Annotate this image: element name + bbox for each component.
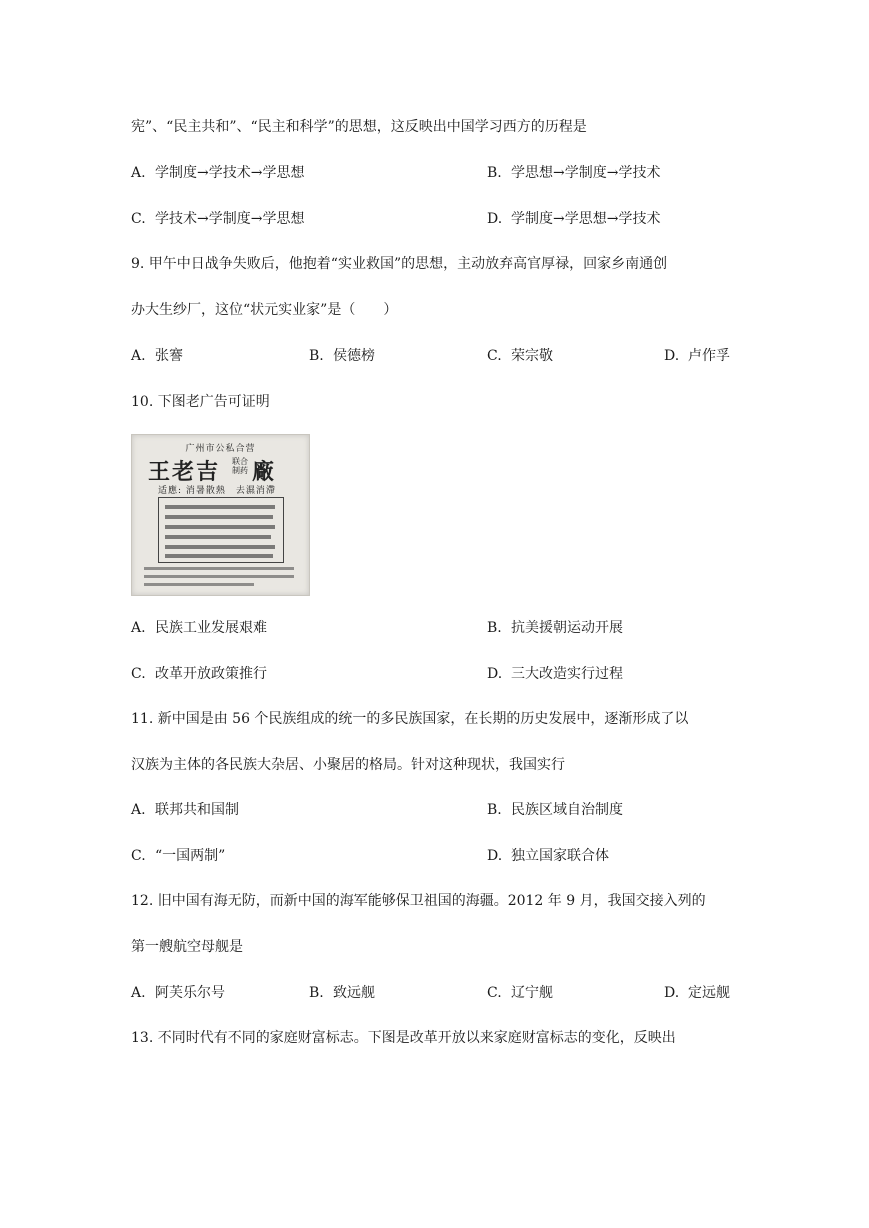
ad-product-box: [158, 497, 284, 563]
option-letter: C.: [487, 985, 502, 1001]
option-letter: C.: [487, 348, 502, 364]
option-letter: D.: [487, 666, 503, 682]
option-letter: B.: [309, 348, 324, 364]
option-letter: B.: [309, 985, 324, 1001]
q11-option-b[interactable]: [487, 800, 623, 820]
ad-header: 广州市公私合营: [185, 444, 256, 454]
question-9-stem: 9. 甲午中日战争失败后，他抱着“实业救国”的思想，主动放弃高官厚禄，回家乡南通创: [131, 256, 668, 272]
q9-option-b[interactable]: [309, 346, 375, 366]
question-8-stem-tail: 宪”、“民主共和”、“民主和科学”的思想，这反映出中国学习西方的历程是: [131, 119, 587, 135]
option-text: 三大改造实行过程: [511, 666, 623, 682]
option-text: 学制度→学思想→学技术: [511, 211, 661, 227]
option-letter: A.: [131, 620, 146, 636]
ad-footer-line: [144, 583, 254, 586]
option-text: 改革开放政策推行: [155, 666, 267, 682]
option-letter: C.: [131, 848, 146, 864]
q11-option-d[interactable]: [487, 846, 609, 866]
option-text: 民族工业发展艰难: [155, 620, 267, 636]
question-11-stem: 11. 新中国是由 56 个民族组成的统一的多民族国家，在长期的历史发展中，逐渐形成了以: [131, 711, 689, 727]
ad-product-row: [165, 535, 271, 539]
option-letter: C.: [131, 211, 146, 227]
q10-option-c[interactable]: [131, 664, 267, 684]
q12-option-a[interactable]: [131, 983, 225, 1003]
q8-option-c[interactable]: [131, 209, 304, 229]
ad-footer-line: [144, 575, 294, 578]
question-12-stem-line2: 第一艘航空母舰是: [131, 939, 243, 955]
q12-option-c[interactable]: [487, 983, 553, 1003]
option-letter: B.: [487, 620, 502, 636]
ad-footer-line: [144, 567, 294, 570]
option-text: “一国两制”: [155, 848, 226, 864]
option-letter: D.: [664, 348, 680, 364]
q11-option-c[interactable]: [131, 846, 225, 866]
option-letter: A.: [131, 802, 146, 818]
q8-option-b[interactable]: [487, 163, 660, 183]
q12-option-d[interactable]: [664, 983, 730, 1003]
ad-brand-side: 联合制药: [232, 457, 248, 475]
question-13-stem: 13. 不同时代有不同的家庭财富标志。下图是改革开放以来家庭财富标志的变化，反映出: [131, 1030, 676, 1046]
old-advertisement-image: [131, 434, 310, 596]
option-text: 阿芙乐尔号: [155, 985, 225, 1001]
ad-product-row: [165, 515, 273, 519]
option-text: 独立国家联合体: [511, 848, 609, 864]
ad-uses: 适應: 消暑散熱 去濕消滯: [158, 486, 276, 496]
q10-option-a[interactable]: [131, 618, 267, 638]
q12-option-b[interactable]: [309, 983, 375, 1003]
option-letter: D.: [487, 211, 503, 227]
option-text: 学技术→学制度→学思想: [155, 211, 305, 227]
option-letter: D.: [487, 848, 503, 864]
question-10-stem: 10. 下图老广告可证明: [131, 394, 270, 410]
q8-option-a[interactable]: [131, 163, 304, 183]
q9-option-c[interactable]: [487, 346, 553, 366]
q9-option-d[interactable]: [664, 346, 730, 366]
q11-option-a[interactable]: [131, 800, 239, 820]
option-letter: D.: [664, 985, 680, 1001]
q8-option-d[interactable]: [487, 209, 660, 229]
option-letter: A.: [131, 985, 146, 1001]
option-text: 张謇: [155, 348, 183, 364]
q10-option-d[interactable]: [487, 664, 623, 684]
option-text: 抗美援朝运动开展: [511, 620, 623, 636]
question-9-stem-line2: 办大生纱厂，这位“状元实业家”是（ ）: [131, 302, 398, 318]
option-letter: A.: [131, 348, 146, 364]
ad-product-row: [165, 525, 275, 529]
option-text: 学思想→学制度→学技术: [511, 165, 661, 181]
option-text: 民族区域自治制度: [511, 802, 623, 818]
option-text: 侯德榜: [333, 348, 375, 364]
ad-factory-char: 廠: [252, 459, 275, 485]
ad-product-row: [165, 545, 275, 549]
question-11-stem-line2: 汉族为主体的各民族大杂居、小聚居的格局。针对这种现状，我国实行: [131, 757, 565, 773]
option-letter: C.: [131, 666, 146, 682]
q10-option-b[interactable]: [487, 618, 623, 638]
ad-brand: 王老吉: [148, 459, 221, 485]
ad-product-row: [165, 554, 273, 558]
option-text: 致远舰: [333, 985, 375, 1001]
option-letter: B.: [487, 165, 502, 181]
option-letter: A.: [131, 165, 146, 181]
option-text: 辽宁舰: [511, 985, 553, 1001]
option-letter: B.: [487, 802, 502, 818]
ad-product-row: [165, 505, 275, 509]
option-text: 定远舰: [688, 985, 730, 1001]
option-text: 学制度→学技术→学思想: [155, 165, 305, 181]
q9-option-a[interactable]: [131, 346, 183, 366]
question-12-stem: 12. 旧中国有海无防，而新中国的海军能够保卫祖国的海疆。2012 年 9 月，我国交接入列的: [131, 893, 706, 909]
option-text: 荣宗敬: [511, 348, 553, 364]
option-text: 联邦共和国制: [155, 802, 239, 818]
option-text: 卢作孚: [688, 348, 730, 364]
